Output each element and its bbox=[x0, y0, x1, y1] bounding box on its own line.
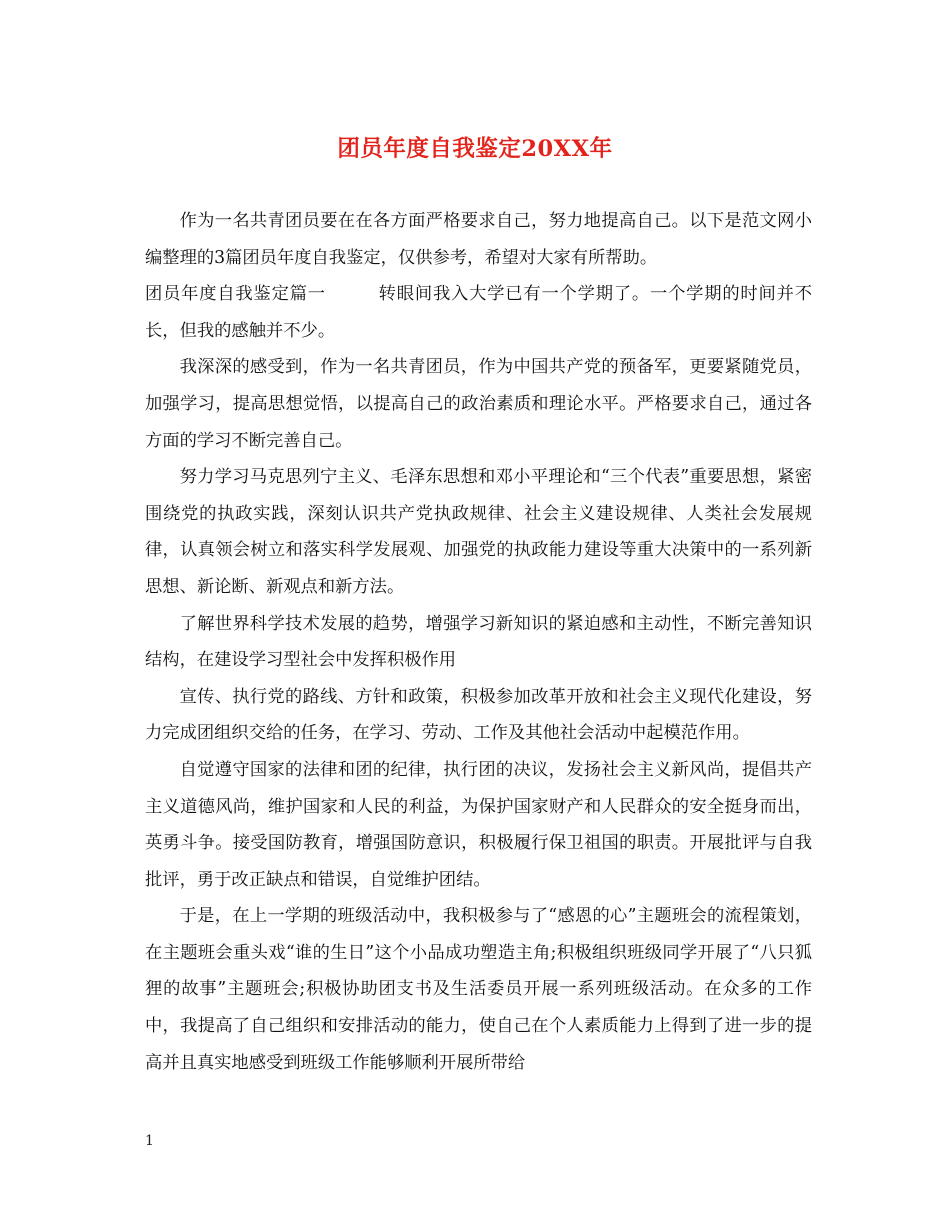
body-paragraph: 宣传、执行党的路线、方针和政策，积极参加改革开放和社会主义现代化建设，努力完成团组织交给的任务，在学习、劳动、工作及其他社会活动中起模范作用。 bbox=[145, 686, 812, 744]
intro-paragraph: 作为一名共青团员要在在各方面严格要求自己，努力地提高自己。以下是范文网小编整理的3篇团员年度自我鉴定，仅供参考，希望对大家有所帮助。 bbox=[145, 211, 812, 268]
document-body bbox=[145, 203, 812, 1081]
page-number: 1 bbox=[145, 1133, 154, 1149]
body-paragraph: 于是，在上一学期的班级活动中，我积极参与了“感恩的心”主题班会的流程策划，在主题班会重头戏“谁的生日”这个小品成功塑造主角;积极组织班级同学开展了“八只狐狸的故事”主题班会;积极协助团支书及生活委员开展一系列班级活动。在众多的工作中，我提高了自己组织和安排活动的能力，使自己在个人素质能力上得到了进一步的提高并且真实地感受到班级工作能够顺利开展所带给 bbox=[145, 906, 812, 1073]
body-paragraph: 我深深的感受到，作为一名共青团员，作为中国共产党的预备军，更要紧随党员，加强学习，提高思想觉悟，以提高自己的政治素质和理论水平。严格要求自己，通过各方面的学习不断完善自己。 bbox=[145, 357, 812, 451]
section-heading-line bbox=[145, 276, 812, 349]
body-paragraph: 了解世界科学技术发展的趋势，增强学习新知识的紧迫感和主动性，不断完善知识结构，在建设学习型社会中发挥积极作用 bbox=[145, 613, 812, 671]
document-title: 团员年度自我鉴定20XX年 bbox=[337, 136, 613, 162]
section-intro: 转眼间我入大学已有一个学期了。一个学期的时间并不长，但我的感触并不少。 bbox=[145, 284, 812, 341]
body-paragraph: 自觉遵守国家的法律和团的纪律，执行团的决议，发扬社会主义新风尚，提倡共产主义道德风尚，维护国家和人民的利益，为保护国家财产和人民群众的安全挺身而出，英勇斗争。接受国防教育，增强国防意识，积极履行保卫祖国的职责。开展批评与自我批评，勇于改正缺点和错误，自觉维护团结。 bbox=[145, 759, 812, 890]
body-paragraph: 努力学习马克思列宁主义、毛泽东思想和邓小平理论和“三个代表”重要思想，紧密围绕党的执政实践，深刻认识共产党执政规律、社会主义建设规律、人类社会发展规律，认真领会树立和落实科学发展观、加强党的执政能力建设等重大决策中的一系列新思想、新论断、新观点和新方法。 bbox=[145, 467, 812, 597]
section-heading: 团员年度自我鉴定篇一 bbox=[145, 284, 326, 305]
